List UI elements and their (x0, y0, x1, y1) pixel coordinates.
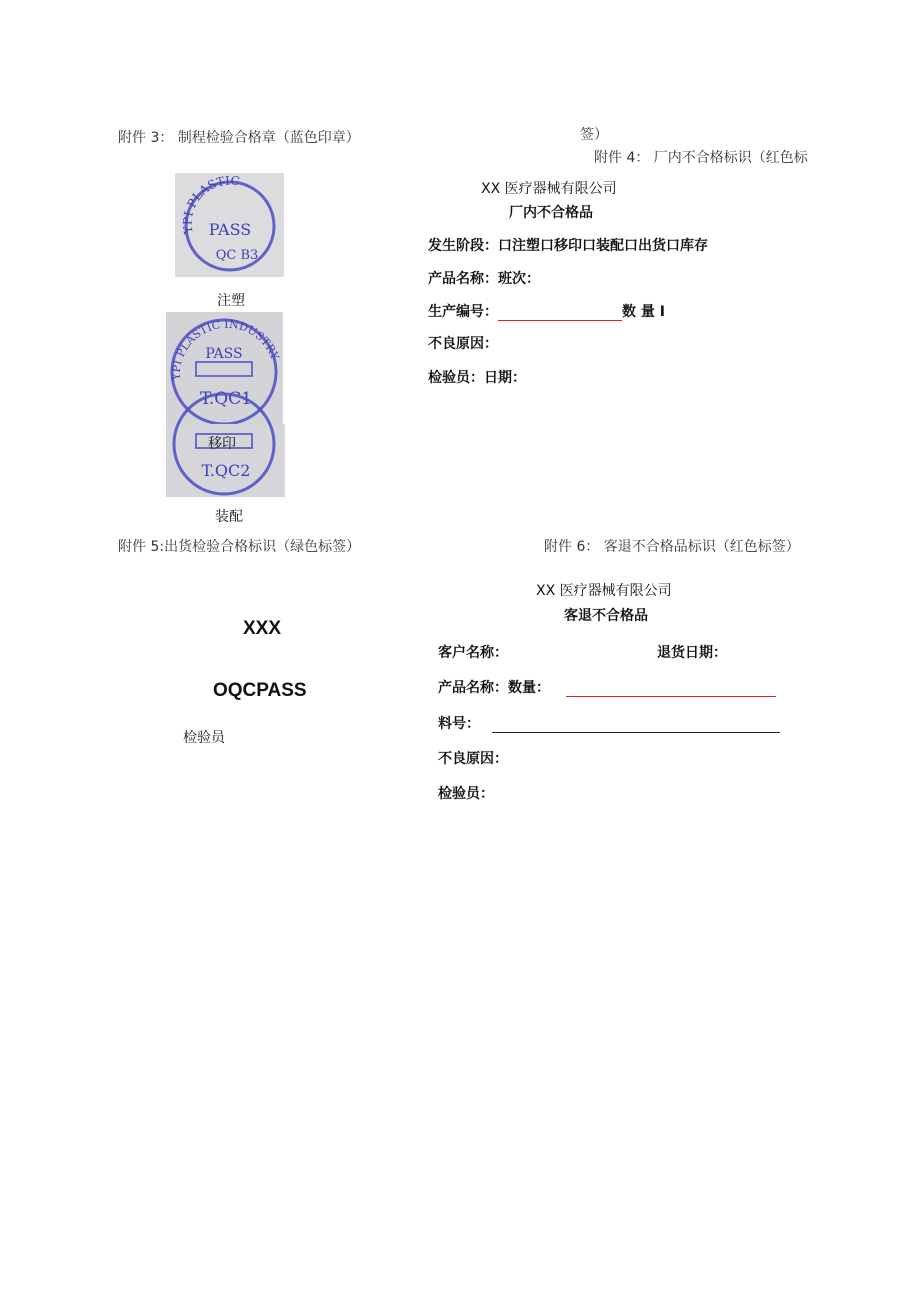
att6-heading: 附件 6： 客退不合格品标识（红色标签） (544, 539, 800, 555)
att6-part-no: 料号： (438, 716, 480, 732)
att6-product-row (438, 677, 776, 697)
att4-heading-wrap: 签） (580, 127, 608, 143)
serial-fill-line (498, 306, 622, 321)
stamp2-mid-text: PASS (205, 346, 243, 362)
att6-part-row (438, 713, 780, 733)
stamp1-bottom-text: QC B3 (215, 248, 259, 263)
att4-stage: 发生阶段：口注塑口移印口装配口出货口库存 (428, 238, 708, 254)
att5-heading: 附件 5:出货检验合格标识（绿色标签） (118, 539, 361, 555)
att4-inspector: 检验员：日期： (428, 370, 526, 386)
att4-serial-label: 生产编号： (428, 304, 498, 320)
stamp1-mid-text: PASS (208, 220, 252, 239)
stamp2-bottom-text: T.QC1 (199, 389, 253, 409)
qty-fill-line (566, 682, 776, 697)
att4-company: XX 医疗器械有限公司 (481, 181, 617, 197)
att6-company: XX 医疗器械有限公司 (536, 583, 672, 599)
stamp3-caption: 装配 (215, 509, 243, 525)
stamp1-caption: 注塑 (217, 293, 245, 309)
att4-serial-row (428, 301, 665, 321)
stamp-image-tqc1 (166, 312, 283, 424)
att6-customer: 客户名称： (438, 645, 508, 661)
stamp-image-qcb3 (175, 173, 284, 277)
att6-inspector: 检验员： (438, 786, 494, 802)
stamp2-top-text: YPI PLASTIC INDUSTRY (169, 317, 282, 381)
att6-reason: 不良原因： (438, 751, 508, 767)
stamp3-bottom-text: T.QC2 (201, 461, 251, 480)
att4-reason: 不良原因： (428, 336, 498, 352)
att3-heading: 附件 3： 制程检验合格章（蓝色印章） (118, 130, 360, 146)
stamp2-caption: 移印 (208, 436, 236, 452)
stamp1-top-text: YPI PLASTIC (180, 173, 241, 235)
att4-product: 产品名称：班次： (428, 271, 540, 287)
att4-qty: 数 量 I (622, 304, 665, 320)
att4-title: 厂内不合格品 (509, 205, 593, 221)
part-no-fill-line (492, 718, 780, 733)
att5-company: XXX (243, 618, 282, 639)
att5-label: OQCPASS (213, 680, 307, 701)
att6-return-date: 退货日期： (657, 645, 727, 661)
att6-title: 客退不合格品 (564, 608, 648, 624)
att5-inspector-cut: 检验员 (183, 730, 225, 746)
att4-heading: 附件 4： 厂内不合格标识（红色标 (594, 150, 808, 166)
att6-product-qty: 产品名称：数量： (438, 680, 550, 696)
